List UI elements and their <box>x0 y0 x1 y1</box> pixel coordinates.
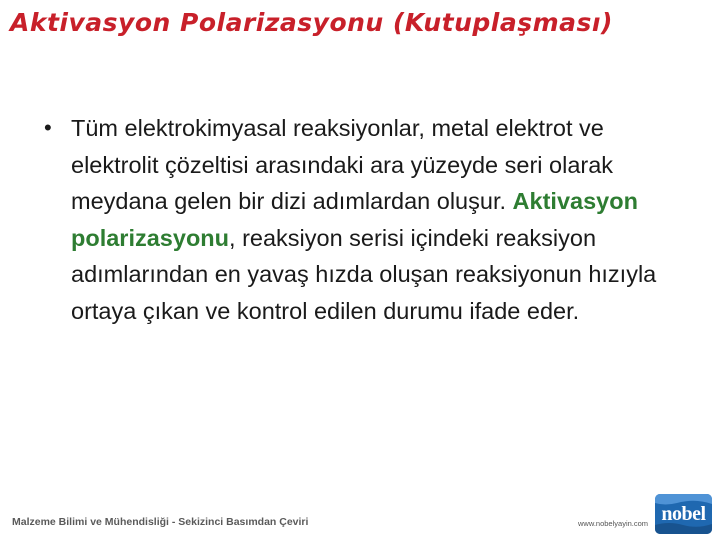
bullet-dot-icon: • <box>44 115 52 140</box>
slide-content <box>44 110 688 329</box>
bullet-highlight-term: Aktivasyon polarizasyonu <box>71 188 638 251</box>
footer-book-title: Malzeme Bilimi ve Mühendisliği - Sekizinci Basımdan Çeviri <box>12 516 309 528</box>
bullet-text-end: , reaksiyon serisi içindeki reaksiyon adımlarından en yavaş hızda oluşan reaksiyonun hızıyla ortaya çıkan ve kontrol edilen durumu ifade eder. <box>71 224 657 324</box>
bullet-text-start: Tüm elektrokimyasal reaksiyonlar, metal elektrot ve elektrolit çözeltisi arasındaki ara yüzeyde seri olarak meydana gelen bir dizi adımlardan oluşur. <box>71 115 614 214</box>
logo-text: nobel <box>661 503 706 525</box>
footer-website: www.nobelyayin.com <box>578 519 649 528</box>
slide-title: Aktivasyon Polarizasyonu (Kutuplaşması) <box>10 8 613 37</box>
bullet-item <box>44 110 688 329</box>
nobel-logo <box>655 494 712 534</box>
